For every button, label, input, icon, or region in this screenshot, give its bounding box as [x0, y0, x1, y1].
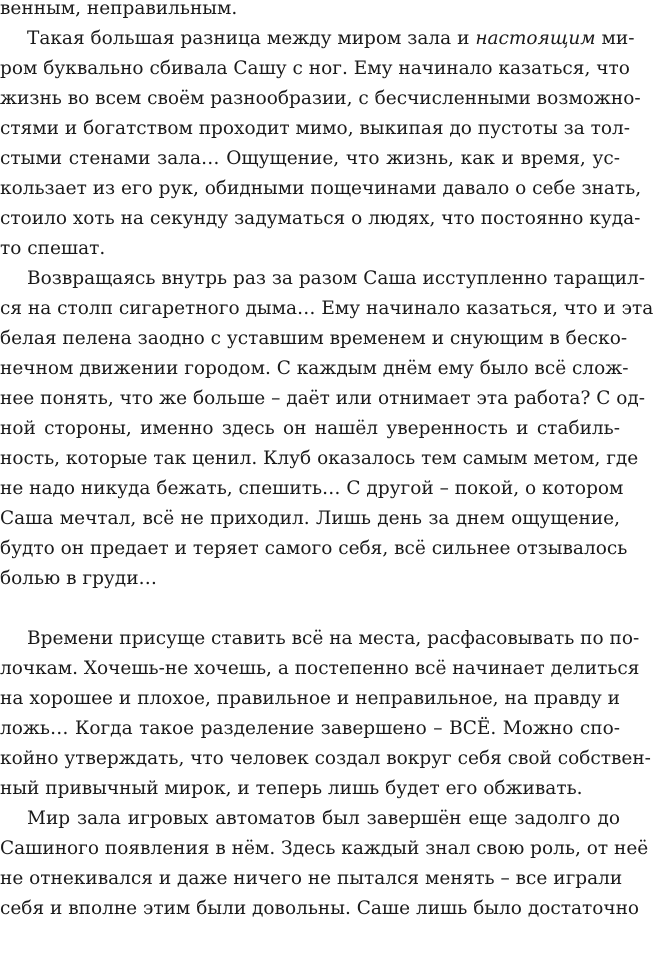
- text-line: на хорошее и плохое, правильное и неправильное, на правду и: [0, 688, 620, 709]
- text-line: Сашиного появления в нём. Здесь каждый знал свою роль, от неё: [0, 838, 649, 859]
- text-line: белая пелена заодно с уставшим временем и снующим в беско-: [0, 328, 628, 349]
- text-line: венным, неправильным.: [0, 0, 238, 19]
- text-line: ной стороны, именно здесь он нашёл уверенность и стабиль-: [0, 418, 620, 439]
- text-line: жизнь во всем своём разнообразии, с бесчисленными возможно-: [0, 88, 641, 109]
- text-line: ром буквально сбивала Сашу с ног. Ему начинало казаться, что: [0, 58, 630, 79]
- text-line: ся на столп сигаретного дыма… Ему начинало казаться, что и эта: [0, 298, 653, 319]
- text-line: койно утверждать, что человек создал вокруг себя свой собствен-: [0, 748, 651, 769]
- text-line: Мир зала игровых автоматов был завершён еще задолго до: [27, 808, 620, 829]
- text-line: болью в груди…: [0, 568, 158, 589]
- text-line: ложь… Когда такое разделение завершено – ВСЁ. Можно спо-: [0, 718, 620, 739]
- text-line: стыми стенами зала… Ощущение, что жизнь, как и время, ус-: [0, 148, 620, 169]
- text-line: Возвращаясь внутрь раз за разом Саша исступленно таращил-: [27, 268, 646, 289]
- text-line: не надо никуда бежать, спешить… С другой – покой, о котором: [0, 478, 624, 499]
- text-line: лочкам. Хочешь-не хочешь, а постепенно всё начинает делиться: [0, 658, 640, 679]
- text-line: стями и богатством проходит мимо, выкипая до пустоты за тол-: [0, 118, 630, 139]
- text-line: ный привычный мирок, и теперь лишь будет его обживать.: [0, 778, 583, 799]
- text-line: Саша мечтал, всё не приходил. Лишь день за днем ощущение,: [0, 508, 620, 529]
- text-line: Такая большая разница между миром зала и настоящим ми-: [27, 28, 635, 49]
- text-line: ность, которые так ценил. Клуб оказалось тем самым метом, где: [0, 448, 639, 469]
- text-line: себя и вполне этим были довольны. Саше лишь было достаточно: [0, 898, 640, 919]
- text-line: нечном движении городом. С каждым днём ему было всё слож-: [0, 358, 629, 379]
- text-line: стоило хоть на секунду задуматься о людях, что постоянно куда-: [0, 208, 641, 229]
- emphasis-word: настоящим: [475, 28, 596, 49]
- text-line: то спешат.: [0, 238, 106, 259]
- text-line: Времени присуще ставить всё на места, расфасовывать по по-: [27, 628, 640, 649]
- text-line: будто он предает и теряет самого себя, всё сильнее отзывалось: [0, 538, 628, 559]
- text-line: нее понять, что же больше – даёт или отнимает эта работа? С од-: [0, 388, 646, 409]
- text-line: кользает из его рук, обидными пощечинами давало о себе знать,: [0, 178, 642, 199]
- text-line: не отнекивался и даже ничего не пытался менять – все играли: [0, 868, 623, 889]
